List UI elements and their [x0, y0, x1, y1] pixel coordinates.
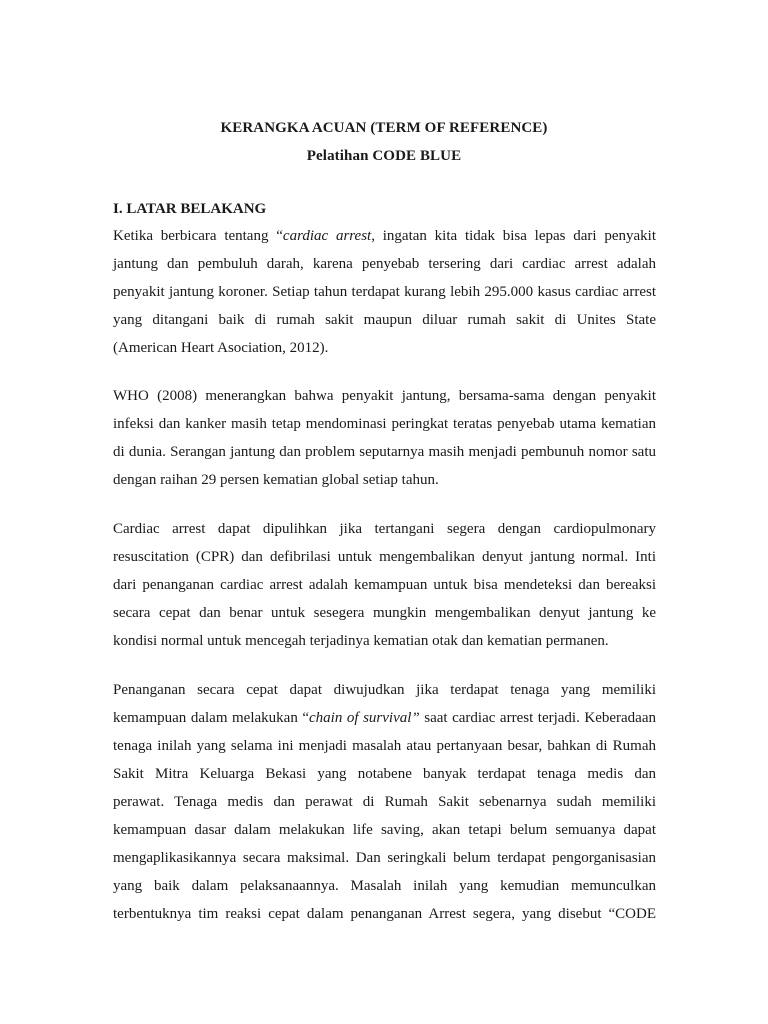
paragraph-3 [113, 515, 656, 655]
paragraph-line: mengaplikasikannya secara maksimal. Dan seringkali belum terdapat pengorganisasian [113, 850, 656, 866]
paragraph-line: penyakit jantung koroner. Setiap tahun terdapat kurang lebih 295.000 kasus cardiac arrest [113, 284, 656, 300]
paragraph-line: Cardiac arrest dapat dipulihkan jika tertangani segera dengan cardiopulmonary [113, 521, 656, 537]
paragraph-line: resuscitation (CPR) dan defibrilasi untuk mengembalikan denyut jantung normal. Inti [113, 549, 656, 565]
paragraph-line: (American Heart Asociation, 2012). [113, 340, 329, 356]
paragraph-line: yang baik dalam pelaksanaannya. Masalah inilah yang kemudian memunculkan [113, 878, 656, 894]
paragraph-line: perawat. Tenaga medis dan perawat di Rumah Sakit sebenarnya sudah memiliki [113, 794, 656, 810]
paragraph-line: jantung dan pembuluh darah, karena penyebab tersering dari cardiac arrest adalah [113, 256, 656, 272]
paragraph-line: dengan raihan 29 persen kematian global setiap tahun. [113, 472, 439, 488]
paragraph-line: dari penanganan cardiac arrest adalah kemampuan untuk bisa mendeteksi dan bereaksi [113, 577, 656, 593]
section-heading: I. LATAR BELAKANG [113, 201, 267, 217]
paragraph-line: Penanganan secara cepat dapat diwujudkan jika terdapat tenaga yang memiliki [113, 682, 656, 698]
italic-term: chain of survival” [309, 710, 420, 726]
paragraph-line: Ketika berbicara tentang “cardiac arrest, ingatan kita tidak bisa lepas dari penyakit [113, 228, 656, 244]
paragraph-line: kondisi normal untuk mencegah terjadinya kematian otak dan kematian permanen. [113, 633, 609, 649]
italic-term: cardiac arrest [282, 228, 372, 244]
paragraph-line: tenaga inilah yang selama ini menjadi masalah atau pertanyaan besar, bahkan di Rumah [113, 738, 656, 754]
document-subtitle: Pelatihan CODE BLUE [306, 148, 462, 164]
paragraph-line: kemampuan dalam melakukan “chain of survival” saat cardiac arrest terjadi. Keberadaan [113, 710, 656, 726]
document-title: KERANGKA ACUAN (TERM OF REFERENCE) [220, 120, 548, 136]
paragraph-line: Sakit Mitra Keluarga Bekasi yang notabene banyak terdapat tenaga medis dan [113, 766, 656, 782]
paragraph-line: yang ditangani baik di rumah sakit maupun diluar rumah sakit di Unites State [113, 312, 656, 328]
paragraph-2 [113, 382, 656, 494]
paragraph-4 [113, 676, 656, 928]
paragraph-line: infeksi dan kanker masih tetap mendominasi peringkat teratas penyebab utama kematian [113, 416, 656, 432]
paragraph-line: di dunia. Serangan jantung dan problem seputarnya masih menjadi pembunuh nomor satu [113, 444, 656, 460]
paragraph-1 [113, 222, 656, 362]
paragraph-line: secara cepat dan benar untuk sesegera mungkin mengembalikan denyut jantung ke [113, 605, 656, 621]
paragraph-line: kemampuan dasar dalam melakukan life saving, akan tetapi belum semuanya dapat [113, 822, 656, 838]
paragraph-line: WHO (2008) menerangkan bahwa penyakit jantung, bersama-sama dengan penyakit [113, 388, 656, 404]
paragraph-line: terbentuknya tim reaksi cepat dalam penanganan Arrest segera, yang disebut “CODE [113, 906, 656, 922]
